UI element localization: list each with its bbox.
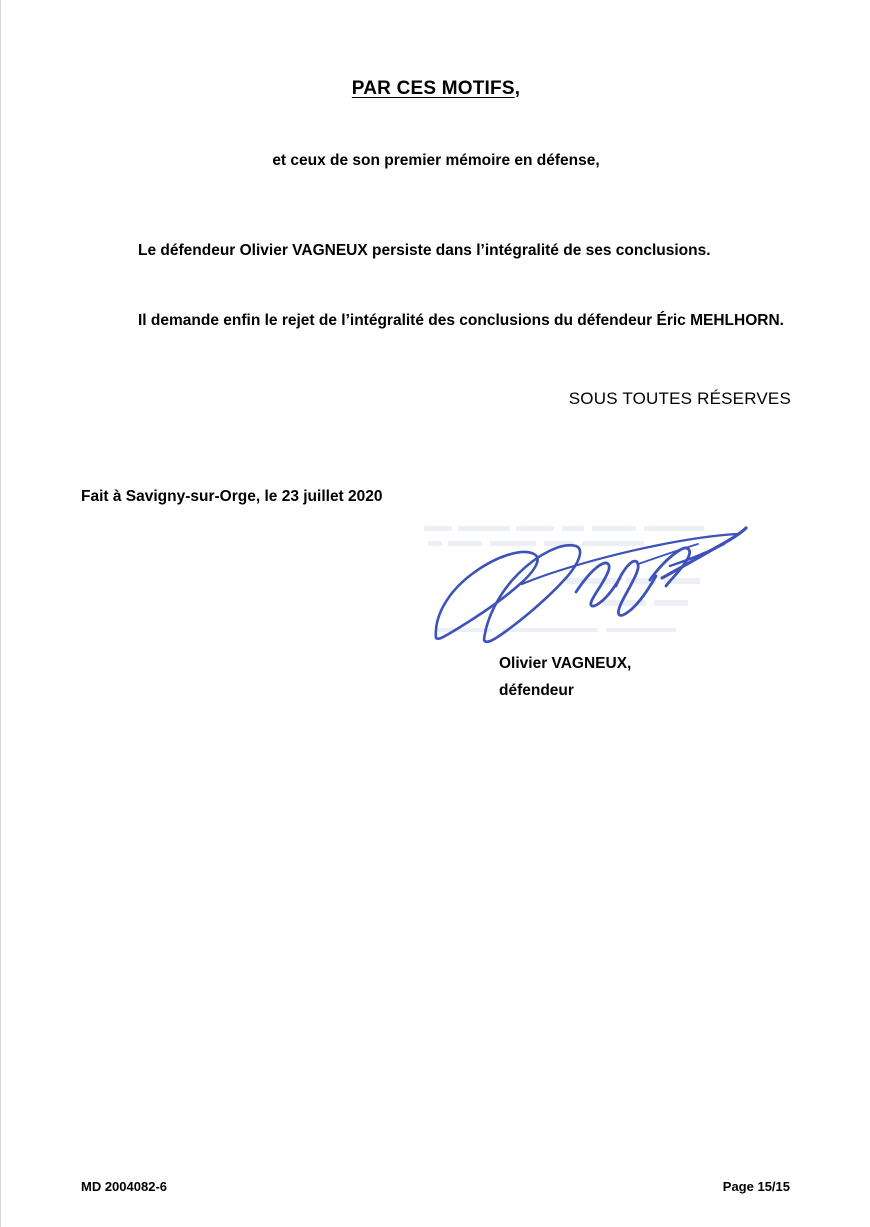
signatory-role: défendeur — [499, 681, 574, 699]
page-title — [81, 78, 791, 100]
dateline: Fait à Savigny-sur-Orge, le 23 juillet 2020 — [81, 488, 383, 506]
footer-reference: MD 2004082-6 — [81, 1179, 167, 1194]
page-footer — [81, 1179, 790, 1194]
footer-page-number: Page 15/15 — [722, 1179, 790, 1194]
paragraph-rejet: Il demande enfin le rejet de l’intégralité des conclusions du défendeur Éric MEHLHORN. — [138, 312, 784, 330]
signature-block — [81, 514, 791, 709]
subtitle-line: et ceux de son premier mémoire en défense, — [272, 152, 600, 169]
page-title-underlined: PAR CES MOTIFS — [351, 78, 515, 99]
sous-toutes-reserves: SOUS TOUTES RÉSERVES — [568, 389, 791, 409]
signatory-identity — [499, 651, 631, 704]
paragraph-persiste: Le défendeur Olivier VAGNEUX persiste dans l’intégralité de ses conclusions. — [138, 242, 711, 259]
handwritten-signature-icon — [426, 520, 756, 648]
document-body — [81, 0, 791, 709]
page-title-comma: , — [514, 78, 521, 99]
signatory-name: Olivier VAGNEUX, — [499, 655, 632, 673]
